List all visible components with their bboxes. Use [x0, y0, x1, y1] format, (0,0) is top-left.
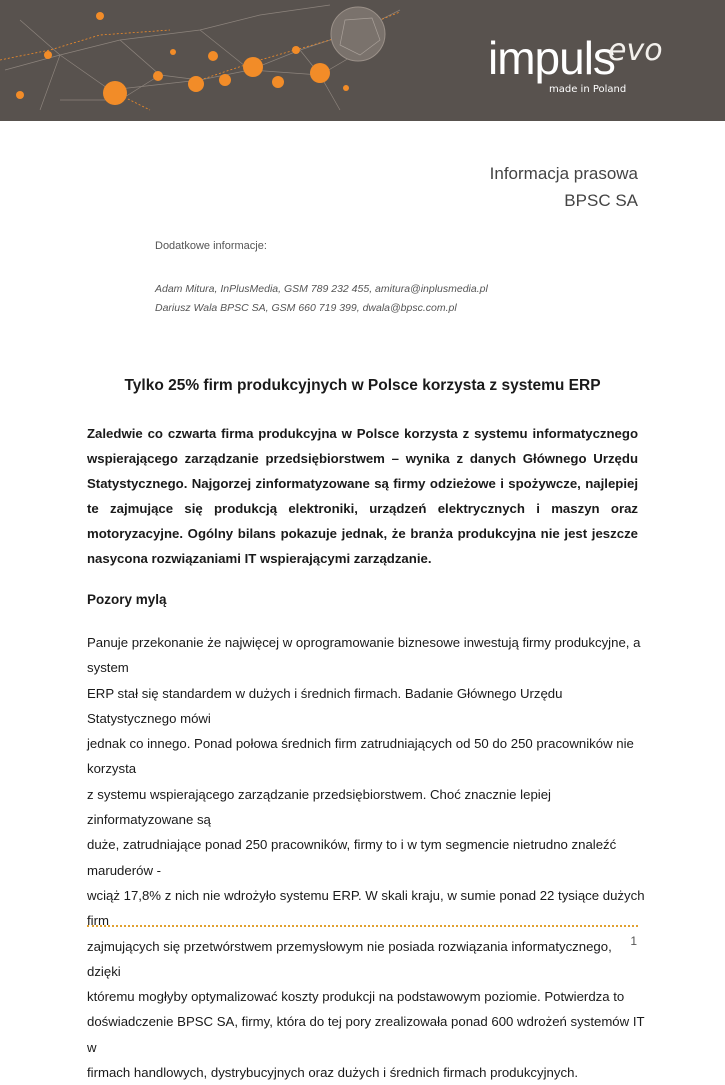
body-line: ERP stał się standardem w dużych i średnich firmach. Badanie Głównego Urzędu Statystycznego mówi: [87, 685, 563, 726]
body-line: z systemu wspierającego zarządzanie przedsiębiorstwem. Choć znacznie lepiej zinformatyzowane są: [87, 786, 551, 828]
logo-evo-suffix: evo: [608, 33, 663, 68]
logo-wordmark: impuls: [488, 32, 615, 84]
article-body-paragraph: [87, 630, 647, 1085]
body-line: Panuje przekonanie że najwięcej w oprogramowanie biznesowe inwestują firmy produkcyjne, a system: [87, 635, 641, 676]
body-line: jednak co innego. Ponad połowa średnich firm zatrudniających od 50 do 250 pracowników nie korzysta: [87, 736, 634, 777]
body-line: firmach handlowych, dystrybucyjnych oraz dużych i średnich firmach produkcyjnych.: [87, 1065, 579, 1081]
body-line: wciąż 17,8% z nich nie wdrożyło systemu ERP. W skali kraju, w sumie ponad 22 tysiące dużych firm: [87, 887, 645, 929]
impulsevo-logo: [488, 30, 688, 100]
company-name: BPSC SA: [564, 191, 638, 210]
body-line: doświadczenie BPSC SA, firmy, która do tej pory zrealizowała ponad 600 wdrożeń systemów IT w: [87, 1014, 645, 1055]
article-lead-paragraph: Zaledwie co czwarta firma produkcyjna w Polsce korzysta z systemu informatycznego wspierającego zarządzanie przedsiębiorstwem – wynika z danych Głównego Urzędu Statystycznego. Najgorzej zinformatyzowane są firmy odzieżowe i spożywcze, najlepiej te zajmujące się produkcją elektroniki, urządzeń elektrycznych i maszyn oraz motoryzacyjne. Ogólny bilans pokazuje jednak, że branża produkcyjna nie jest jeszcze nasycona rozwiązaniami IT wspierającymi zarządzanie.: [87, 426, 638, 566]
body-line: zajmujących się przetwórstwem przemysłowym nie posiada rozwiązania informatycznego, dzięki: [87, 938, 612, 979]
contact-item: Adam Mitura, InPlusMedia, GSM 789 232 455, amitura@inplusmedia.pl: [155, 283, 488, 295]
body-line: duże, zatrudniające ponad 250 pracowników, firmy to i w tym segmencie nietrudno znaleźć maruderów -: [87, 837, 617, 878]
logo-tagline: made in Poland: [549, 84, 627, 95]
article-headline: Tylko 25% firm produkcyjnych w Polsce korzysta z systemu ERP: [124, 377, 601, 394]
section-title: Pozory mylą: [87, 592, 167, 607]
page-header-banner: [0, 0, 725, 121]
footer-divider: [87, 925, 638, 927]
press-release-label: Informacja prasowa: [489, 164, 638, 183]
contacts-label: Dodatkowe informacje:: [155, 240, 267, 252]
page-number: 1: [630, 934, 637, 948]
body-line: któremu mogłyby optymalizować koszty produkcji na podstawowym poziomie. Potwierdza to: [87, 989, 625, 1005]
press-release-heading: [490, 160, 638, 214]
contacts-list: [155, 280, 488, 318]
contact-item: Dariusz Wala BPSC SA, GSM 660 719 399, dwala@bpsc.com.pl: [155, 302, 457, 314]
